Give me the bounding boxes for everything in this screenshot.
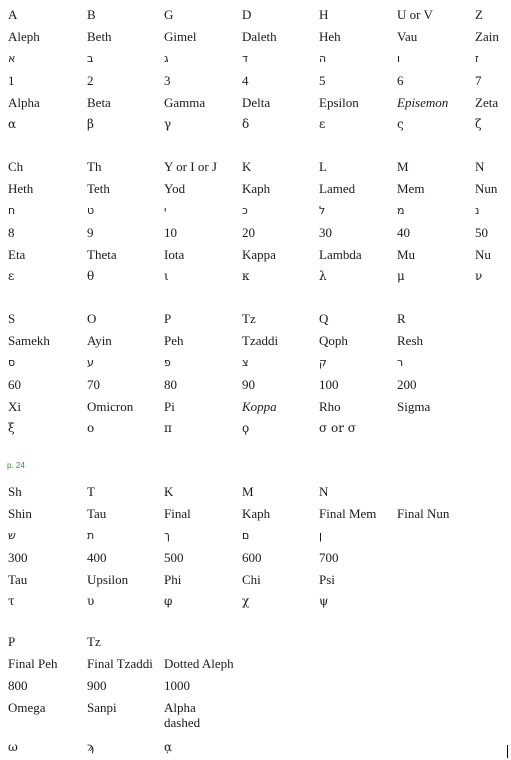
cell-header: R — [397, 311, 406, 326]
cell-number: 7 — [475, 73, 482, 88]
cell-greek-name: Lambda — [319, 247, 362, 262]
cell-header: M — [242, 484, 254, 499]
cell-hebrew-glyph: ר — [397, 356, 404, 369]
cell-number: 3 — [164, 73, 171, 88]
cell-header: D — [242, 7, 252, 22]
cell-number: 1000 — [164, 678, 190, 693]
cell-greek-glyph: θ — [87, 269, 95, 283]
cell-header: Tz — [87, 634, 101, 649]
cell-greek-glyph: ζ — [475, 117, 482, 131]
cell-header: Tz — [242, 311, 256, 326]
cell-greek-glyph: ι — [164, 269, 169, 283]
cell-number: 10 — [164, 225, 177, 240]
cell-greek-name: Alpha dashed — [164, 700, 201, 730]
cell-greek-glyph: ψ — [319, 594, 329, 608]
cell-greek-name: Chi — [242, 572, 261, 587]
cell-hebrew-glyph: ך — [164, 529, 170, 542]
cell-hebrew-name: Heth — [8, 181, 34, 196]
cell-hebrew-name: Lamed — [319, 181, 356, 196]
cell-hebrew-glyph: ס — [8, 356, 16, 369]
cell-greek-name: Eta — [8, 247, 26, 262]
cell-number: 1 — [8, 73, 15, 88]
cell-number: 60 — [8, 377, 21, 392]
cell-number: 40 — [397, 225, 410, 240]
cell-header: M — [397, 159, 409, 174]
cell-header: Sh — [8, 484, 22, 499]
cell-greek-name: Beta — [87, 95, 111, 110]
cell-number: 30 — [319, 225, 332, 240]
cell-greek-glyph: ᾳ — [164, 740, 173, 754]
cell-greek-glyph: δ — [242, 117, 250, 131]
cell-hebrew-glyph: ח — [8, 204, 16, 217]
cell-hebrew-glyph: מ — [397, 204, 405, 217]
cell-greek-name: Phi — [164, 572, 182, 587]
cell-greek-name: Upsilon — [87, 572, 129, 587]
cell-hebrew-glyph: י — [164, 204, 167, 217]
cell-number: 900 — [87, 678, 107, 693]
cell-greek-glyph: ς — [397, 117, 404, 131]
cell-greek-name: Omega — [8, 700, 46, 715]
cell-greek-name: Epsilon — [319, 95, 359, 110]
cell-hebrew-glyph: ג — [164, 52, 169, 65]
cell-greek-glyph: ν — [475, 269, 483, 283]
cell-hebrew-name: Dotted Aleph — [164, 656, 234, 671]
cell-hebrew-glyph: א — [8, 52, 16, 65]
cell-greek-glyph: π — [164, 421, 172, 435]
cell-number: 6 — [397, 73, 404, 88]
cell-header: A — [8, 7, 18, 22]
cell-number: 8 — [8, 225, 15, 240]
cell-greek-name: Sanpi — [87, 700, 117, 715]
cell-hebrew-glyph: ק — [319, 356, 327, 369]
cell-hebrew-name: Kaph — [242, 181, 271, 196]
cell-greek-glyph: κ — [242, 269, 250, 283]
cell-greek-glyph: υ — [87, 594, 95, 608]
cell-hebrew-glyph: נ — [475, 204, 480, 217]
cell-hebrew-name: Shin — [8, 506, 32, 521]
cell-hebrew-glyph: ז — [475, 52, 479, 65]
cell-greek-name: Xi — [8, 399, 21, 414]
cell-greek-name: Gamma — [164, 95, 206, 110]
cell-hebrew-glyph: כ — [242, 204, 248, 217]
cell-hebrew-name: Yod — [164, 181, 186, 196]
cell-greek-name: Zeta — [475, 95, 499, 110]
cell-hebrew-glyph: פ — [164, 356, 171, 369]
cell-header: Y or I or J — [164, 159, 217, 174]
cell-number: 4 — [242, 73, 249, 88]
cell-hebrew-name: Nun — [475, 181, 498, 196]
cell-number: 9 — [87, 225, 94, 240]
cell-greek-name: Koppa — [242, 399, 277, 414]
cell-number: 500 — [164, 550, 184, 565]
cell-number: 800 — [8, 678, 28, 693]
cell-greek-glyph: α — [8, 117, 17, 131]
cell-number: 200 — [397, 377, 417, 392]
cell-header: S — [8, 311, 16, 326]
cell-header: Z — [475, 7, 483, 22]
cell-header: H — [319, 7, 329, 22]
cell-greek-name: Iota — [164, 247, 185, 262]
cell-hebrew-name: Zain — [475, 29, 499, 44]
cell-greek-name: Pi — [164, 399, 175, 414]
cell-hebrew-name: Tzaddi — [242, 333, 279, 348]
cell-number: 100 — [319, 377, 339, 392]
cell-hebrew-name: Heh — [319, 29, 341, 44]
cell-number: 2 — [87, 73, 94, 88]
cell-hebrew-glyph: ת — [87, 529, 95, 542]
cell-number: 70 — [87, 377, 100, 392]
cell-hebrew-glyph: ב — [87, 52, 94, 65]
cell-hebrew-name: Peh — [164, 333, 184, 348]
cell-greek-name: Sigma — [397, 399, 431, 414]
cell-hebrew-name: Final Peh — [8, 656, 58, 671]
cell-hebrew-name: Tau — [87, 506, 107, 521]
cell-hebrew-glyph: ן — [319, 529, 322, 542]
cell-hebrew-glyph: ע — [87, 356, 94, 369]
cell-greek-glyph: ε — [319, 117, 326, 131]
cell-hebrew-name: Samekh — [8, 333, 50, 348]
cell-number: 50 — [475, 225, 488, 240]
cell-hebrew-name: Mem — [397, 181, 425, 196]
cell-greek-name: Episemon — [397, 95, 449, 110]
cell-hebrew-name: Beth — [87, 29, 112, 44]
cell-header: Q — [319, 311, 329, 326]
cell-hebrew-name: Gimel — [164, 29, 197, 44]
page-reference: p. 24 — [7, 461, 25, 470]
cell-greek-glyph: ϡ — [87, 740, 94, 754]
cell-hebrew-name: Vau — [397, 29, 418, 44]
cell-number: 400 — [87, 550, 107, 565]
cell-header: Th — [87, 159, 102, 174]
cell-hebrew-glyph: ש — [8, 529, 16, 542]
cell-greek-glyph: τ — [8, 594, 15, 608]
cell-header: O — [87, 311, 97, 326]
cell-hebrew-name: Ayin — [87, 333, 112, 348]
cell-hebrew-name: Final Nun — [397, 506, 450, 521]
cell-header: P — [8, 634, 16, 649]
cell-greek-name: Nu — [475, 247, 491, 262]
cell-greek-name: Tau — [8, 572, 28, 587]
cell-hebrew-name: Final Mem — [319, 506, 377, 521]
cell-hebrew-glyph: ם — [242, 529, 250, 542]
cell-number: 300 — [8, 550, 28, 565]
cell-header: G — [164, 7, 174, 22]
cell-greek-name: Delta — [242, 95, 271, 110]
cell-hebrew-glyph: צ — [242, 356, 249, 369]
cell-hebrew-glyph: ו — [397, 52, 400, 65]
cell-hebrew-glyph: ד — [242, 52, 249, 65]
cell-greek-glyph: ω — [8, 740, 18, 754]
cell-greek-glyph: λ — [319, 269, 327, 283]
cell-number: 90 — [242, 377, 255, 392]
cell-greek-glyph: σ or σ — [319, 421, 356, 435]
cell-greek-name: Omicron — [87, 399, 134, 414]
cell-hebrew-glyph: ל — [319, 204, 326, 217]
cell-greek-name: Kappa — [242, 247, 276, 262]
cell-hebrew-name: Final Tzaddi — [87, 656, 153, 671]
cell-header: T — [87, 484, 95, 499]
cell-greek-glyph: χ — [242, 594, 250, 608]
cell-hebrew-name: Qoph — [319, 333, 348, 348]
cell-header: P — [164, 311, 172, 326]
cell-hebrew-name: Resh — [397, 333, 423, 348]
cell-greek-glyph: ϙ — [242, 421, 250, 435]
cell-hebrew-name: Final — [164, 506, 191, 521]
cell-header: N — [319, 484, 329, 499]
cell-hebrew-name: Kaph — [242, 506, 271, 521]
cell-greek-glyph: φ — [164, 594, 173, 608]
cell-header: K — [164, 484, 174, 499]
cell-header: L — [319, 159, 327, 174]
cell-greek-name: Theta — [87, 247, 117, 262]
cell-greek-glyph: γ — [164, 117, 172, 131]
cell-greek-glyph: μ — [397, 269, 405, 283]
cell-number: 5 — [319, 73, 326, 88]
cell-hebrew-name: Teth — [87, 181, 110, 196]
cell-number: 80 — [164, 377, 177, 392]
cell-hebrew-glyph: ה — [319, 52, 327, 65]
cell-hebrew-name: Daleth — [242, 29, 277, 44]
cell-greek-glyph: ο — [87, 421, 95, 435]
cell-hebrew-glyph: ט — [87, 204, 95, 217]
cell-greek-name: Psi — [319, 572, 335, 587]
cell-number: 600 — [242, 550, 262, 565]
cell-greek-glyph: β — [87, 117, 94, 131]
cell-number: 700 — [319, 550, 339, 565]
cell-greek-name: Rho — [319, 399, 341, 414]
text-caret — [507, 745, 508, 758]
cell-header: Ch — [8, 159, 24, 174]
cell-greek-name: Alpha — [8, 95, 40, 110]
cell-greek-glyph: ε — [8, 269, 15, 283]
cell-greek-name: Mu — [397, 247, 416, 262]
cell-header: B — [87, 7, 96, 22]
cell-greek-glyph: ξ — [8, 421, 15, 435]
cell-number: 20 — [242, 225, 255, 240]
cell-hebrew-name: Aleph — [8, 29, 40, 44]
cell-header: K — [242, 159, 252, 174]
cell-header: N — [475, 159, 485, 174]
cell-header: U or V — [397, 7, 433, 22]
